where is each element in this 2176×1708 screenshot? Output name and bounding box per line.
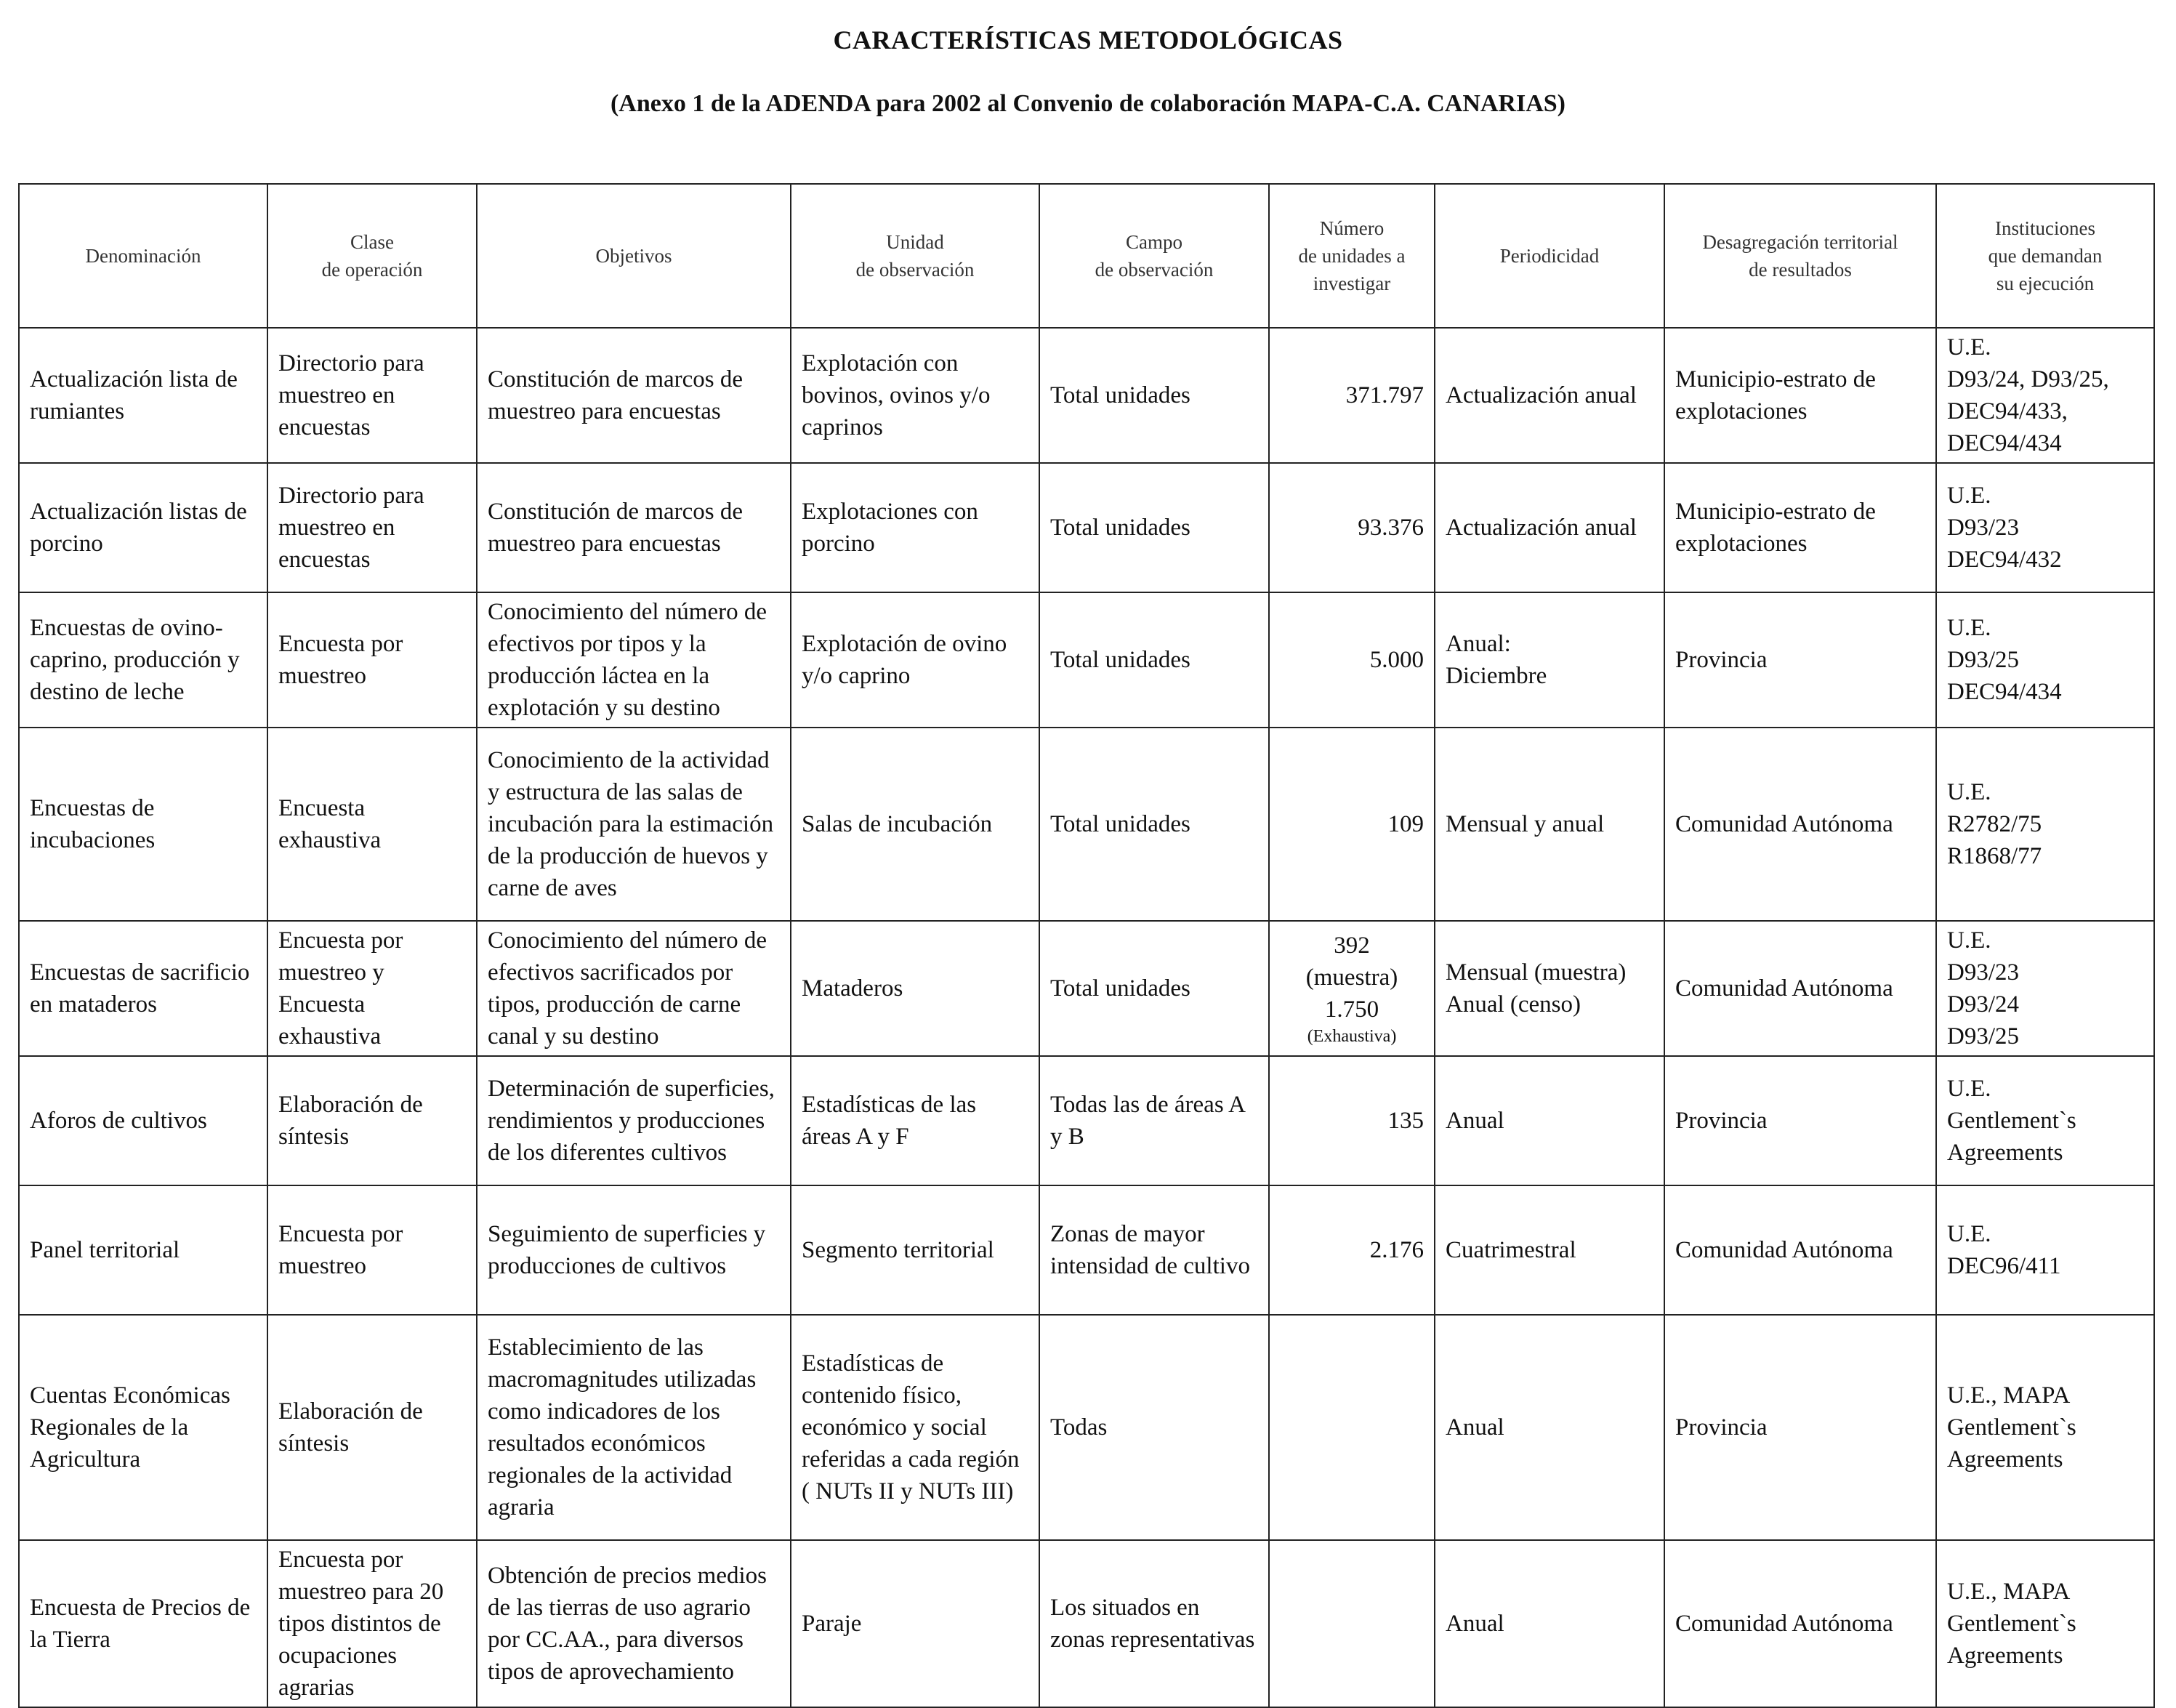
cell-instituciones: U.E., MAPA Gentlement`s Agreements: [1936, 1540, 2154, 1707]
cell-instituciones: U.E. Gentlement`s Agreements: [1936, 1056, 2154, 1185]
cell-periodicidad: Mensual (muestra) Anual (censo): [1435, 921, 1664, 1056]
cell-desagregacion: Comunidad Autónoma: [1664, 921, 1936, 1056]
cell-numero: 371.797: [1269, 328, 1435, 463]
cell-numero: 109: [1269, 728, 1435, 921]
table-row: [19, 1056, 2154, 1185]
cell-campo: Total unidades: [1039, 728, 1269, 921]
table-row: [19, 1540, 2154, 1707]
header-instituciones: Instituciones que demandan su ejecución: [1936, 184, 2154, 328]
table-row: [19, 1185, 2154, 1315]
cell-desagregacion: Provincia: [1664, 592, 1936, 728]
cell-clase: Encuesta por muestreo y Encuesta exhaustiva: [267, 921, 477, 1056]
cell-clase: Directorio para muestreo en encuestas: [267, 463, 477, 592]
cell-instituciones: U.E. D93/25 DEC94/434: [1936, 592, 2154, 728]
cell-instituciones: U.E. DEC96/411: [1936, 1185, 2154, 1315]
table-row: [19, 1315, 2154, 1540]
cell-periodicidad: Actualización anual: [1435, 328, 1664, 463]
cell-denominacion: Encuestas de incubaciones: [19, 728, 267, 921]
cell-unidad: Segmento territorial: [791, 1185, 1039, 1315]
header-desagregacion: Desagregación territorial de resultados: [1664, 184, 1936, 328]
header-campo: Campo de observación: [1039, 184, 1269, 328]
cell-objetivos: Constitución de marcos de muestreo para encuestas: [477, 463, 791, 592]
cell-desagregacion: Provincia: [1664, 1056, 1936, 1185]
cell-desagregacion: Comunidad Autónoma: [1664, 728, 1936, 921]
methodology-table: [18, 183, 2155, 1708]
header-unidad: Unidad de observación: [791, 184, 1039, 328]
numero-muestra: 392: [1334, 932, 1370, 959]
cell-clase: Directorio para muestreo en encuestas: [267, 328, 477, 463]
document-title: CARACTERÍSTICAS METODOLÓGICAS: [833, 25, 1343, 55]
cell-objetivos: Conocimiento del número de efectivos por tipos y la producción láctea en la explotación y su destino: [477, 592, 791, 728]
table-row: [19, 463, 2154, 592]
cell-objetivos: Obtención de precios medios de las tierras de uso agrario por CC.AA., para diversos tipos de aprovechamiento: [477, 1540, 791, 1707]
header-clase: Clase de operación: [267, 184, 477, 328]
cell-unidad: Salas de incubación: [791, 728, 1039, 921]
cell-clase: Encuesta exhaustiva: [267, 728, 477, 921]
cell-unidad: Mataderos: [791, 921, 1039, 1056]
cell-periodicidad: Mensual y anual: [1435, 728, 1664, 921]
cell-desagregacion: Comunidad Autónoma: [1664, 1185, 1936, 1315]
cell-periodicidad: Anual: Diciembre: [1435, 592, 1664, 728]
cell-campo: Total unidades: [1039, 328, 1269, 463]
cell-desagregacion: Provincia: [1664, 1315, 1936, 1540]
cell-objetivos: Seguimiento de superficies y producciones de cultivos: [477, 1185, 791, 1315]
cell-clase: Encuesta por muestreo: [267, 1185, 477, 1315]
cell-desagregacion: Municipio-estrato de explotaciones: [1664, 328, 1936, 463]
cell-objetivos: Constitución de marcos de muestreo para encuestas: [477, 328, 791, 463]
numero-exhaustiva: 1.750: [1324, 996, 1379, 1023]
table-row: [19, 921, 2154, 1056]
cell-desagregacion: Municipio-estrato de explotaciones: [1664, 463, 1936, 592]
cell-unidad: Estadísticas de contenido físico, económico y social referidas a cada región ( NUTs II y NUTs III): [791, 1315, 1039, 1540]
cell-denominacion: Encuesta de Precios de la Tierra: [19, 1540, 267, 1707]
cell-campo: Todas: [1039, 1315, 1269, 1540]
header-objetivos: Objetivos: [477, 184, 791, 328]
cell-clase: Encuesta por muestreo para 20 tipos distintos de ocupaciones agrarias: [267, 1540, 477, 1707]
cell-denominacion: Encuestas de ovino-caprino, producción y destino de leche: [19, 592, 267, 728]
cell-denominacion: Panel territorial: [19, 1185, 267, 1315]
cell-unidad: Estadísticas de las áreas A y F: [791, 1056, 1039, 1185]
cell-unidad: Explotaciones con porcino: [791, 463, 1039, 592]
cell-periodicidad: Anual: [1435, 1540, 1664, 1707]
cell-instituciones: U.E., MAPA Gentlement`s Agreements: [1936, 1315, 2154, 1540]
cell-numero: [1269, 921, 1435, 1056]
cell-campo: Total unidades: [1039, 592, 1269, 728]
cell-desagregacion: Comunidad Autónoma: [1664, 1540, 1936, 1707]
cell-unidad: Paraje: [791, 1540, 1039, 1707]
cell-campo: Todas las de áreas A y B: [1039, 1056, 1269, 1185]
cell-clase: Encuesta por muestreo: [267, 592, 477, 728]
header-periodicidad: Periodicidad: [1435, 184, 1664, 328]
cell-numero: [1269, 1540, 1435, 1707]
header-row: [19, 184, 2154, 328]
cell-campo: Zonas de mayor intensidad de cultivo: [1039, 1185, 1269, 1315]
cell-periodicidad: Cuatrimestral: [1435, 1185, 1664, 1315]
cell-objetivos: Determinación de superficies, rendimientos y producciones de los diferentes cultivos: [477, 1056, 791, 1185]
cell-unidad: Explotación con bovinos, ovinos y/o caprinos: [791, 328, 1039, 463]
cell-numero: [1269, 1315, 1435, 1540]
table-row: [19, 328, 2154, 463]
table-row: [19, 728, 2154, 921]
cell-campo: Los situados en zonas representativas: [1039, 1540, 1269, 1707]
cell-denominacion: Actualización lista de rumiantes: [19, 328, 267, 463]
cell-instituciones: U.E. D93/23 DEC94/432: [1936, 463, 2154, 592]
header-numero: Número de unidades a investigar: [1269, 184, 1435, 328]
numero-exhaustiva-label: (Exhaustiva): [1307, 1027, 1397, 1046]
header-denominacion: Denominación: [19, 184, 267, 328]
cell-periodicidad: Anual: [1435, 1315, 1664, 1540]
cell-denominacion: Cuentas Económicas Regionales de la Agricultura: [19, 1315, 267, 1540]
cell-instituciones: U.E. R2782/75 R1868/77: [1936, 728, 2154, 921]
cell-objetivos: Conocimiento del número de efectivos sacrificados por tipos, producción de carne canal y su destino: [477, 921, 791, 1056]
document-subtitle: (Anexo 1 de la ADENDA para 2002 al Convenio de colaboración MAPA-C.A. CANARIAS): [610, 90, 1565, 117]
cell-periodicidad: Actualización anual: [1435, 463, 1664, 592]
cell-denominacion: Actualización listas de porcino: [19, 463, 267, 592]
cell-numero: 5.000: [1269, 592, 1435, 728]
cell-numero: 2.176: [1269, 1185, 1435, 1315]
cell-unidad: Explotación de ovino y/o caprino: [791, 592, 1039, 728]
cell-campo: Total unidades: [1039, 921, 1269, 1056]
cell-instituciones: U.E. D93/24, D93/25, DEC94/433, DEC94/434: [1936, 328, 2154, 463]
cell-numero: 93.376: [1269, 463, 1435, 592]
cell-campo: Total unidades: [1039, 463, 1269, 592]
cell-denominacion: Aforos de cultivos: [19, 1056, 267, 1185]
table-row: [19, 592, 2154, 728]
cell-numero: 135: [1269, 1056, 1435, 1185]
cell-instituciones: U.E. D93/23 D93/24 D93/25: [1936, 921, 2154, 1056]
numero-muestra-label: (muestra): [1305, 964, 1398, 991]
cell-clase: Elaboración de síntesis: [267, 1315, 477, 1540]
cell-denominacion: Encuestas de sacrificio en mataderos: [19, 921, 267, 1056]
cell-objetivos: Establecimiento de las macromagnitudes utilizadas como indicadores de los resultados económicos regionales de la actividad agraria: [477, 1315, 791, 1540]
cell-objetivos: Conocimiento de la actividad y estructura de las salas de incubación para la estimación de la producción de huevos y carne de aves: [477, 728, 791, 921]
cell-periodicidad: Anual: [1435, 1056, 1664, 1185]
cell-clase: Elaboración de síntesis: [267, 1056, 477, 1185]
